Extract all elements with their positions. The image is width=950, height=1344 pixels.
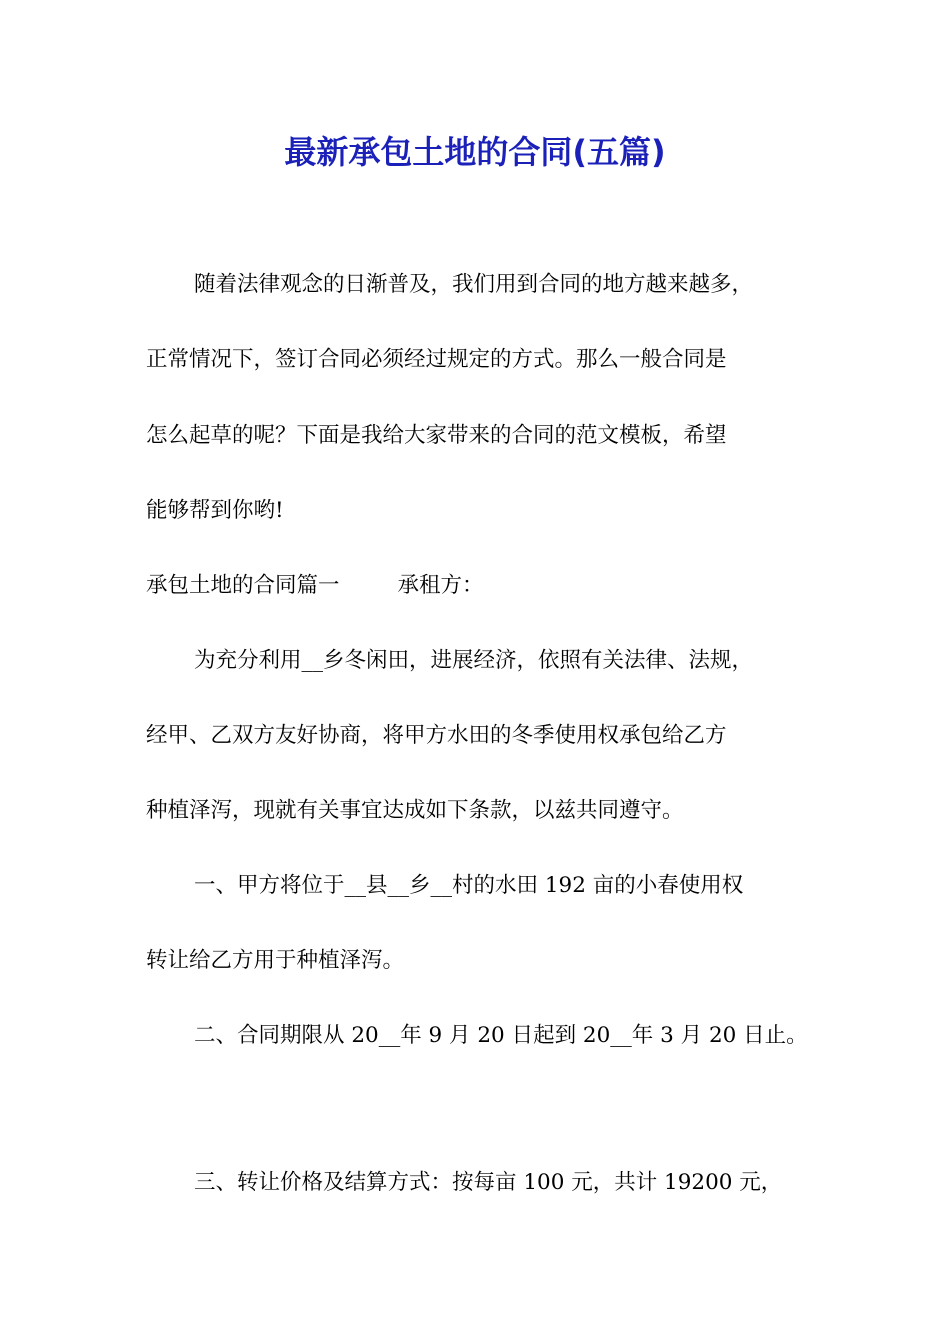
paragraph-line: 种植泽泻，现就有关事宜达成如下条款，以兹共同遵守。 — [146, 798, 684, 823]
paragraph-line: 怎么起草的呢？下面是我给大家带来的合同的范文模板，希望 — [146, 423, 727, 448]
paragraph-line: 为充分利用__乡冬闲田，进展经济，依照有关法律、法规， — [194, 648, 754, 673]
section-heading-title: 承包土地的合同篇一 — [146, 573, 340, 598]
paragraph-line: 正常情况下，签订合同必须经过规定的方式。那么一般合同是 — [146, 347, 727, 372]
section-heading — [146, 569, 826, 603]
paragraph-line: 经甲、乙双方友好协商，将甲方水田的冬季使用权承包给乙方 — [146, 723, 727, 748]
document-title: 最新承包土地的合同(五篇) — [284, 133, 666, 171]
paragraph-line: 随着法律观念的日渐普及，我们用到合同的地方越来越多， — [194, 272, 754, 297]
section-heading-party: 承租方： — [397, 573, 484, 598]
clause-line: 二、合同期限从 20__年 9 月 20 日起到 20__年 3 月 20 日止。 — [194, 1023, 808, 1048]
paragraph-line: 能够帮到你哟! — [146, 498, 284, 523]
clause-line: 三、转让价格及结算方式：按每亩 100 元，共计 19200 元， — [194, 1170, 783, 1195]
clause-line: 转让给乙方用于种植泽泻。 — [146, 948, 405, 973]
clause-line: 一、甲方将位于__县__乡__村的水田 192 亩的小春使用权 — [194, 873, 744, 898]
